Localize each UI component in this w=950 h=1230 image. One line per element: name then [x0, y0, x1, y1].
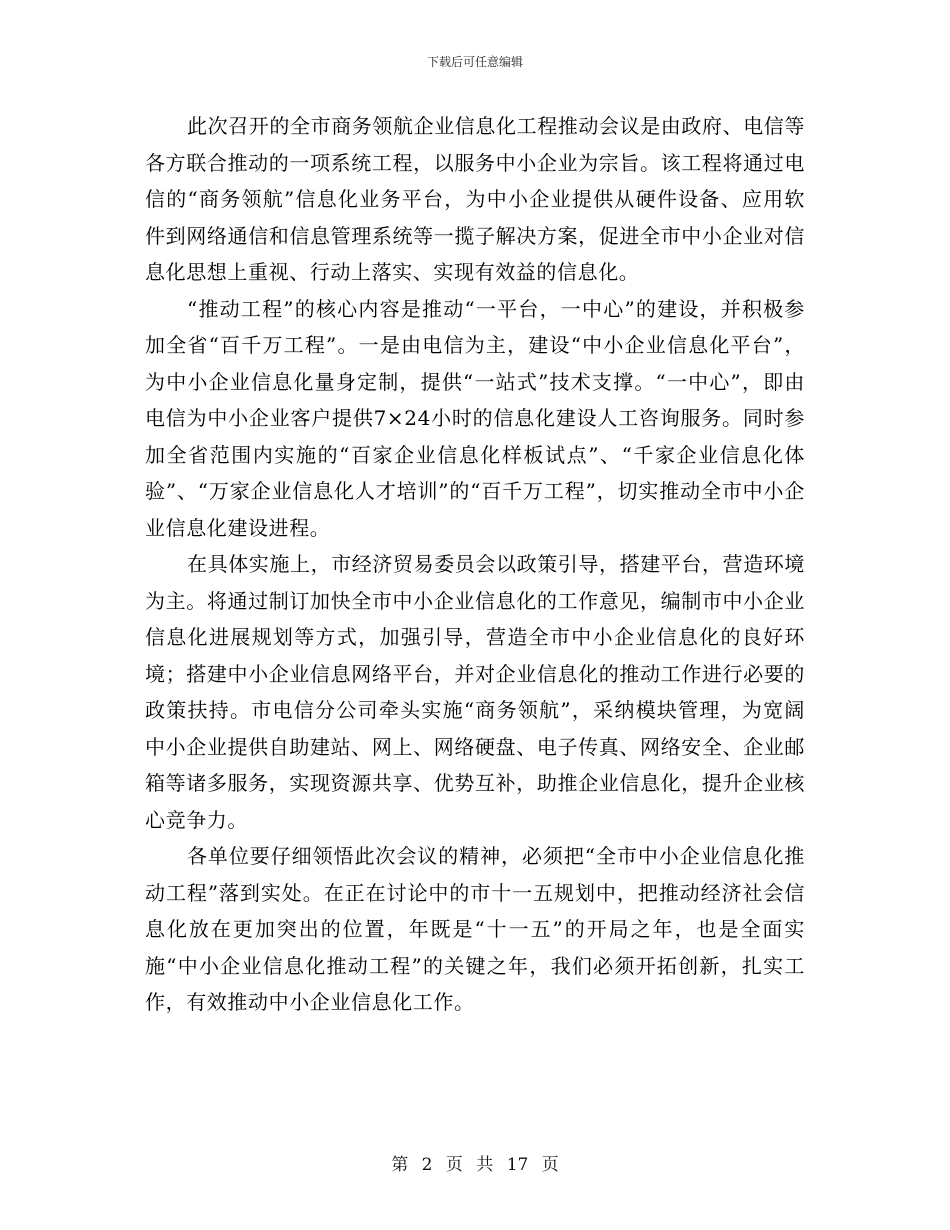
paragraph-3: 在具体实施上，市经济贸易委员会以政策引导，搭建平台，营造环境为主。将通过制订加快全市中小企业信息化的工作意见，编制市中小企业信息化进展规划等方式，加强引导，营造全市中小企业信息化的良好环境；搭建中小企业信息网络平台，并对企业信息化的推动工作进行必要的政策扶持。市电信分公司牵头实施“商务领航”，采纳模块管理，为宽阔中小企业提供自助建站、网上、网络硬盘、电子传真、网络安全、企业邮箱等诸多服务，实现资源共享、优势互补，助推企业信息化，提升企业核心竞争力。 [145, 552, 805, 832]
document-body [145, 108, 805, 1021]
paragraph-1: 此次召开的全市商务领航企业信息化工程推动会议是由政府、电信等各方联合推动的一项系统工程，以服务中小企业为宗旨。该工程将通过电信的“商务领航”信息化业务平台，为中小企业提供从硬件设备、应用软件到网络通信和信息管理系统等一揽子解决方案，促进全市中小企业对信息化思想上重视、行动上落实、实现有效益的信息化。 [145, 114, 805, 284]
paragraph-2: “推动工程”的核心内容是推动“一平台，一中心”的建设，并积极参加全省“百千万工程”。一是由电信为主，建设“中小企业信息化平台”，为中小企业信息化量身定制，提供“一站式”技术支撑。“一中心”，即由电信为中小企业客户提供7×24小时的信息化建设人工咨询服务。同时参加全省范围内实施的“百家企业信息化样板试点”、“千家企业信息化体验”、“万家企业信息化人才培训”的“百千万工程”，切实推动全市中小企业信息化建设进程。 [145, 296, 805, 540]
page-header: 下载后可任意编辑 [426, 55, 523, 69]
page-footer: 第 2 页 共 17 页 [391, 1155, 559, 1175]
paragraph-4: 各单位要仔细领悟此次会议的精神，必须把“全市中小企业信息化推动工程”落到实处。在正在讨论中的市十一五规划中，把推动经济社会信息化放在更加突出的位置，年既是“十一五”的开局之年，也是全面实施“中小企业信息化推动工程”的关键之年，我们必须开拓创新，扎实工作，有效推动中小企业信息化工作。 [145, 844, 805, 1014]
